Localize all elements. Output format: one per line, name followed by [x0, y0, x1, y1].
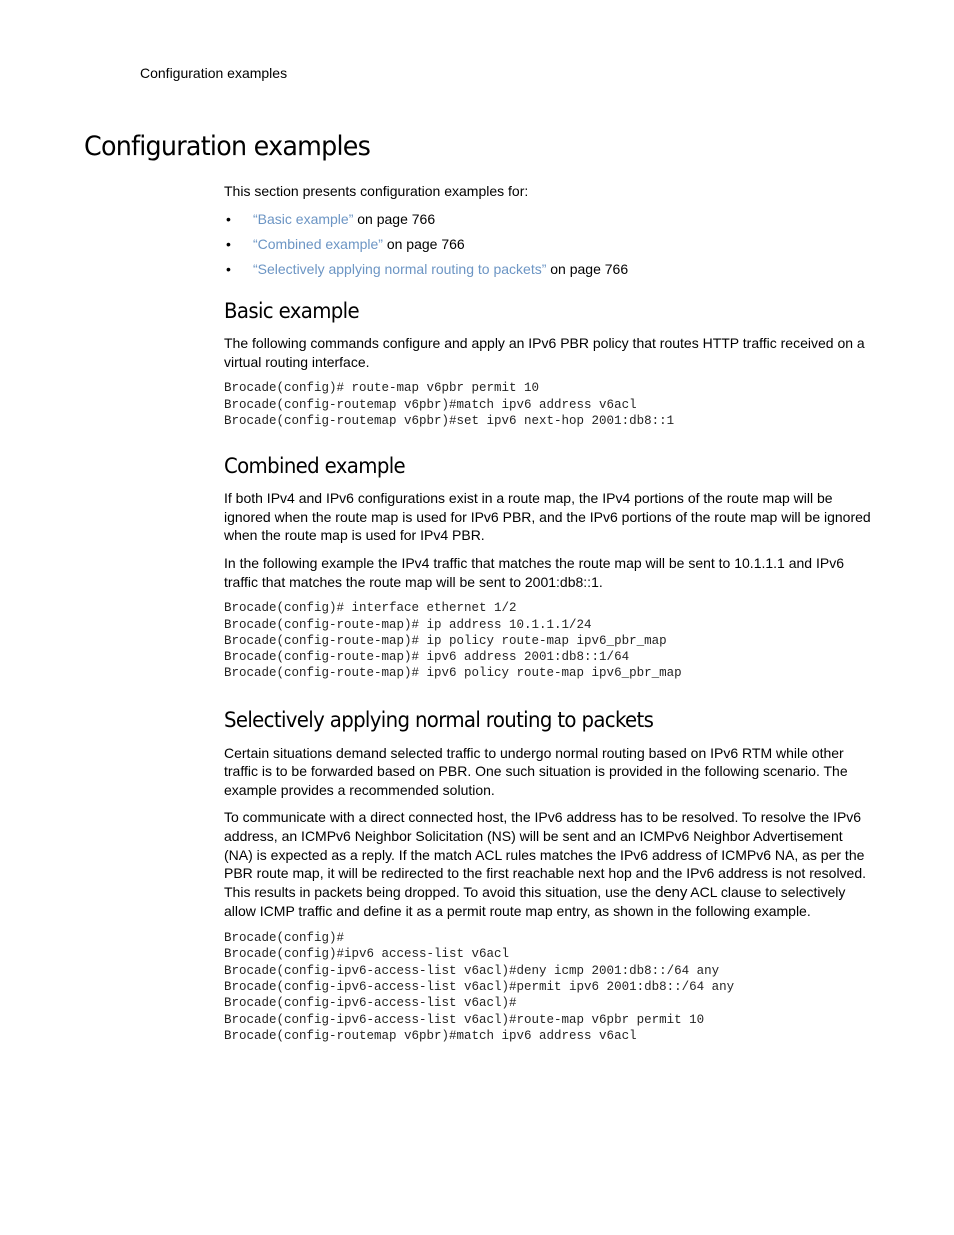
code-block-basic: Brocade(config)# route-map v6pbr permit 10 Brocade(config-routemap v6pbr)#match ipv6 address v6acl Brocade(config-routemap v6pbr)#set ipv6 next-hop 2001:db8::1	[224, 381, 675, 428]
list-item	[224, 235, 872, 254]
bullet-icon: •	[226, 210, 231, 227]
bullet-icon: •	[226, 260, 231, 277]
link-basic-example[interactable]: “Basic example”	[253, 210, 354, 227]
heading-selective-routing: Selectively applying normal routing to packets	[224, 707, 654, 732]
page-reference: on page 766	[546, 260, 629, 277]
code-block-selective: Brocade(config)# Brocade(config)#ipv6 access-list v6acl Brocade(config-ipv6-access-list v6acl)#deny icmp 2001:db8::/64 any Brocade(config-ipv6-access-list v6acl)#permit ipv6 2001:db8::/64 any Brocade(config-ipv6-access-list v6acl)# Brocade(config-ipv6-access-list v6acl)#route-map v6pbr permit 10 Brocade(config-routemap v6pbr)#match ipv6 address v6acl	[224, 931, 735, 1043]
running-header: Configuration examples	[140, 65, 288, 81]
selective-paragraph-2	[224, 808, 872, 921]
heading-basic-example: Basic example	[224, 299, 359, 324]
selective-paragraph-2-end: ACL clause to selectively allow ICMP traffic and define it as a permit route map entry, as shown in the following example.	[224, 883, 846, 920]
deny-keyword: deny	[654, 884, 688, 901]
list-item	[224, 210, 872, 229]
list-item	[224, 260, 872, 279]
page-title: Configuration examples	[84, 131, 371, 162]
link-combined-example[interactable]: “Combined example”	[253, 235, 383, 252]
link-selective-routing[interactable]: “Selectively applying normal routing to packets”	[253, 260, 547, 277]
main-content	[224, 182, 872, 1044]
bullet-icon: •	[226, 235, 231, 252]
basic-paragraph: The following commands configure and apply an IPv6 PBR policy that routes HTTP traffic received on a virtual routing interface.	[224, 335, 865, 370]
example-link-list	[224, 210, 872, 279]
page-reference: on page 766	[353, 210, 436, 227]
selective-paragraph-2-start: To communicate with a direct connected host, the IPv6 address has to be resolved. To resolve the IPv6 address, an ICMPv6 Neighbor Solicitation (NS) will be sent and an ICMPv6 Neighbor Advertisement (NA) is expected as a reply. If the match ACL rules matches the IPv6 address of ICMPv6 NA, as per the PBR route map, it will be redirected to the first reachable next hop and the IPv6 address is not resolved. This results in packets being dropped. To avoid this situation, use the	[224, 809, 867, 900]
combined-paragraph-2: In the following example the IPv4 traffic that matches the route map will be sent to 10.1.1.1 and IPv6 traffic that matches the route map will be sent to 2001:db8::1.	[224, 555, 844, 590]
page-reference: on page 766	[382, 235, 465, 252]
intro-paragraph: This section presents configuration examples for:	[224, 183, 529, 199]
combined-paragraph-1: If both IPv4 and IPv6 configurations exist in a route map, the IPv4 portions of the route map will be ignored when the route map is used for IPv6 PBR, and the IPv6 portions of the route map will be ignored when the route map is used for IPv4 PBR.	[224, 490, 871, 544]
selective-paragraph-1: Certain situations demand selected traffic to undergo normal routing based on IPv6 RTM while other traffic is to be forwarded based on PBR. One such situation is provided in the following scenario. The example provides a recommended solution.	[224, 744, 848, 798]
heading-combined-example: Combined example	[224, 454, 406, 479]
code-block-combined: Brocade(config)# interface ethernet 1/2 Brocade(config-route-map)# ip address 10.1.1.1/24 Brocade(config-route-map)# ip policy route-map ipv6_pbr_map Brocade(config-route-map)# ipv6 address 2001:db8::1/64 Brocade(config-route-map)# ipv6 policy route-map ipv6_pbr_map	[224, 601, 682, 681]
